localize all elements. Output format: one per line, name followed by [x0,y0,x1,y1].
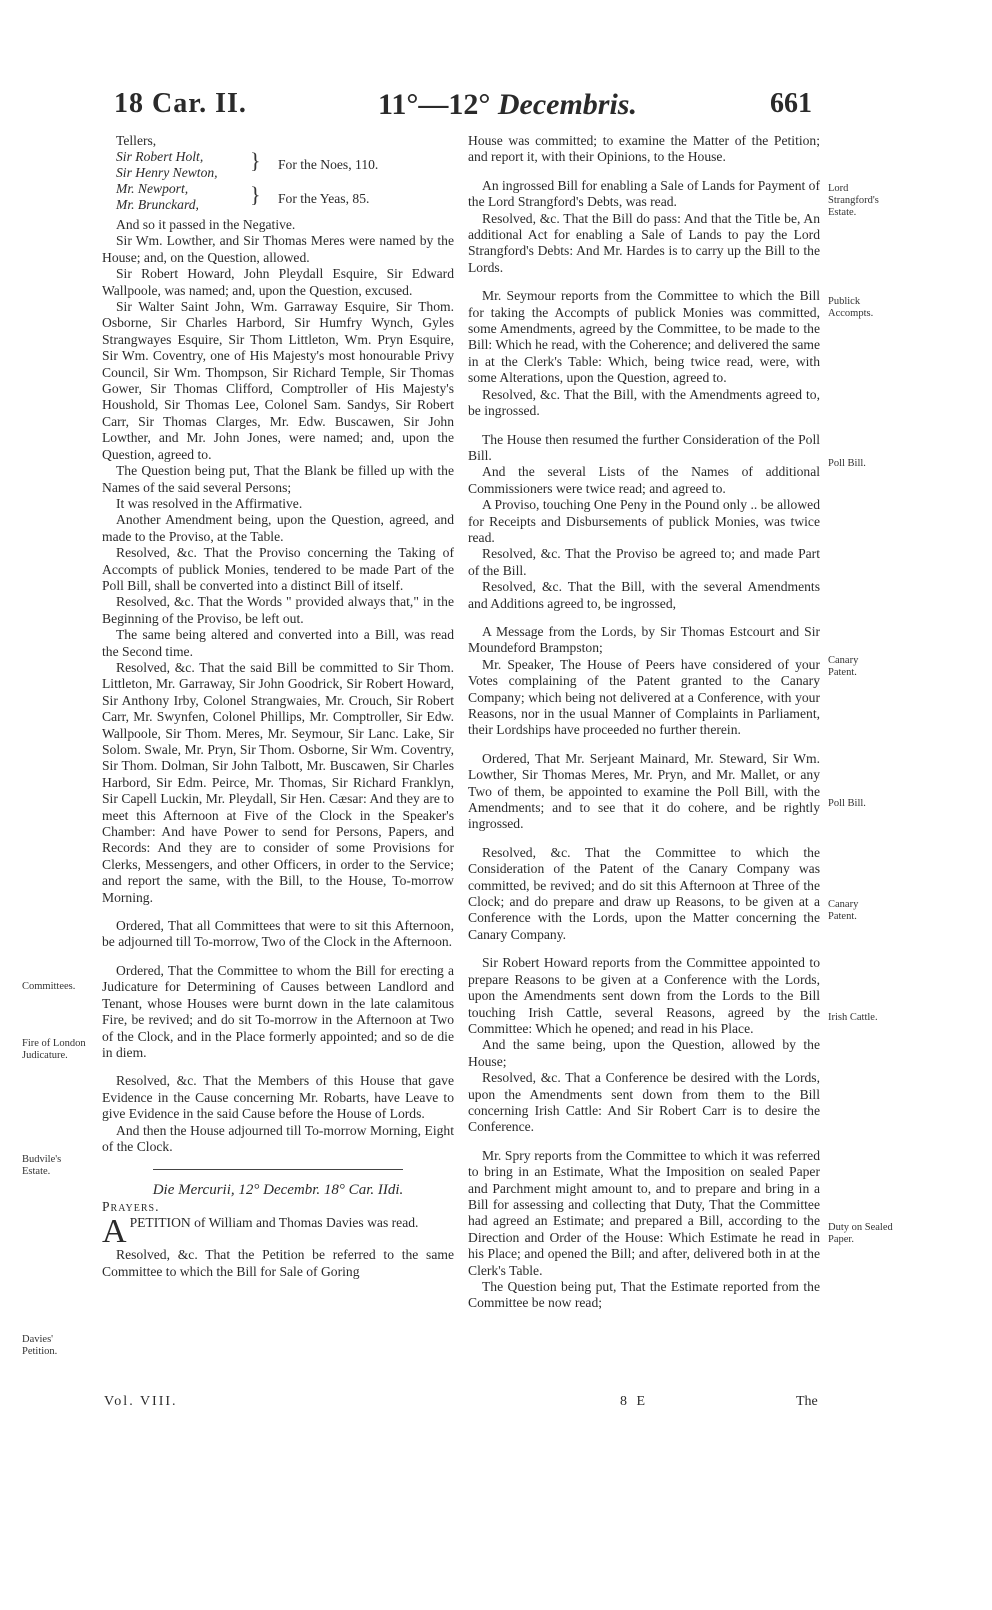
paragraph: The same being altered and converted into a Bill, was read the Second time. [102,627,454,659]
margin-note-publick: Publick Accompts. [828,296,874,319]
margin-note-canary: Canary Patent. [828,899,859,922]
drop-cap: A [102,1213,127,1251]
right-column [468,133,820,1312]
teller-holt: Sir Robert Holt, [116,149,204,164]
paragraph: It was resolved in the Affirmative. [116,495,303,511]
paragraph: Ordered, That Mr. Serjeant Mainard, Mr. Steward, Sir Wm. Lowther, Sir Thomas Meres, Mr. Pryn, and Mr. Mallet, or any Two of them, be appointed to examine the Poll Bill, with the Amendments; and to see that it do cohere, and be rightly ingrossed. [468,750,820,832]
margin-note-committees: Committees. [22,981,76,992]
paragraph-fire: Ordered, That the Committee to whom the Bill for erecting a Judicature for Determining of Causes between Landlord and Tenant, whose Houses were burnt down in the late calamitous Fire, be revived; and do sit To-morrow in the Afternoon at Two of the Clock, and in the Place formerly appointed; and so de die in diem. [102,962,454,1060]
brace-noes: } [250,148,261,173]
paragraph: The House then resumed the further Consideration of the Poll Bill. [468,431,820,463]
petition-text: PETITION of William and Thomas Davies was read. [129,1215,419,1231]
volume-label: Vol. VIII. [104,1394,178,1409]
page-number: 661 [770,88,812,119]
negative-line: And so it passed in the Negative. [116,217,296,232]
day-heading: Die Mercurii, 12° Decembr. 18° Car. IIdi. [152,1182,404,1199]
paragraph: Sir Robert Howard reports from the Committee appointed to prepare Reasons to be given at a Conference with the Lords, upon the Amendments sent down from the Lords to the Bill touching Irish Cattle, several Reasons, agreed by the Committee: Which he opened; and read in his Place. [468,955,820,1036]
paragraph: Mr. Speaker, The House of Peers have considered of your Votes complaining of the Patent granted to the Canary Company; which being not delivered at a Conference, with your Reasons, nor in the usual Manner of Complaints in Parliament, their Lordships have proceeded no further therein. [468,656,820,738]
signature-mark: 8 E [620,1394,649,1409]
margin-note-budvile: Budvile's Estate. [22,1154,62,1177]
paragraph: Resolved, &c. That the Proviso concerning the Taking of Accompts of publick Monies, tendered to be made Part of the Poll Bill, shall be converted into a distinct Bill of itself. [102,545,454,593]
date-days: 11°—12° [378,88,491,121]
prayers-heading: Prayers. [102,1198,160,1214]
paragraph: A Proviso, touching One Peny in the Pound only .. be allowed for Receipts and Disbursements of publick Monies, was twice read. [468,497,820,545]
paragraph: Resolved, &c. That the Words " provided always that," in the Beginning of the Proviso, be left out. [102,594,454,626]
paragraph: Resolved, &c. That the Bill do pass: And that the Title be, An additional Act for enabling a Sale of Lands to pay the Lord Strangford's Debts: And Mr. Hardes is to carry up the Bill to the Lords. [468,210,820,275]
paragraph: Sir Walter Saint John, Wm. Garraway Esquire, Sir Thom. Osborne, Sir Charles Harbord, Sir Humfry Wynch, Gyles Strangwayes Esquire, Sir Thom Littleton, Wm. Pryn Esquire, Sir Wm. Coventry, one of His Majesty's most honourable Privy Council, Sir Wm. Thompson, Sir Richard Temple, Sir Thomas Gower, Sir Thomas Clifford, Comptroller of His Majesty's Houshold, Sir Thomas Lee, Colonel Sam. Sandys, Sir Robert Carr, Sir Thomas Clarges, Mr. Edw. Buscawen, Sir John Lowther, and Mr. John Jones, were named; and, upon the Question, agreed to. [102,299,454,462]
paragraph: Resolved, &c. That the Bill, with the Amendments agreed to, be ingrossed. [468,386,820,419]
margin-note-poll-bill: Poll Bill. [828,798,866,809]
yeas-count: For the Yeas, 85. [278,191,370,206]
paragraph: Another Amendment being, upon the Question, agreed, and made to the Proviso, at the Table. [102,512,454,544]
paragraph: Resolved, &c. That the Committee to which the Consideration of the Patent of the Canary Company was committed, be revived; and do sit this Afternoon at Three of the Clock; and do prepare and draw up Reasons, to be given at a Conference with the Lords, upon the Matter concerning the Canary Company. [468,844,820,942]
paragraph-robarts: Resolved, &c. That the Members of this House that gave Evidence in the Cause concerning Mr. Robarts, have Leave to give Evidence in the said Cause before the House of Lords. [102,1073,454,1122]
paragraph: Resolved, &c. That a Conference be desired with the Lords, upon the Amendments sent down from them to the Bill concerning Irish Cattle: And Sir Robert Carr is to desire the Conference. [468,1070,820,1135]
tellers-block [102,133,454,217]
date-heading [378,88,637,122]
noes-count: For the Noes, 110. [278,157,379,172]
brace-yeas: } [250,182,261,207]
paragraph: And the same being, upon the Question, allowed by the House; [468,1037,820,1069]
teller-newton: Sir Henry Newton, [116,165,218,180]
margin-note-strangford: Lord Strangford's Estate. [828,183,879,218]
paragraph: And the several Lists of the Names of additional Commissioners were twice read; and agreed to. [468,464,820,496]
left-column [102,133,454,1280]
margin-note-duty: Duty on Sealed Paper. [828,1222,893,1245]
paragraph: Resolved, &c. That the Proviso be agreed to; and made Part of the Bill. [468,546,820,578]
paragraph: Resolved, &c. That the said Bill be committed to Sir Thom. Littleton, Mr. Garraway, Sir John Goodrick, Sir Robert Howard, Sir Anthony Irby, Colonel Strangwaies, Mr. Crouch, Sir Robert Carr, Mr. Swynfen, Colonel Phillips, Mr. Comptroller, Sir Edw. Wallpoole, Sir Thom. Meres, Mr. Seymour, Sir Lanc. Lake, Sir Solom. Swale, Mr. Pryn, Sir Thom. Osborne, Sir Wm. Coventry, Sir Thom. Dolman, Sir John Talbott, Mr. Buscawen, Sir Charles Harbord, Sir Edm. Peirce, Mr. Thomas, Sir Richard Franklyn, Sir Capell Luckin, Mr. Pleydall, Sir Hen. Cæsar: And they are to meet this Afternoon at Five of the Clock in the Speaker's Chamber: And have Power to send for Persons, Papers, and Records: And they are to consider of some Provisions for Clerks, Messengers, and other Officers, in order to the Service; and report the same, with the Bill, to the House, To-morrow Morning. [102,659,454,905]
paragraph-committees: Ordered, That all Committees that were to sit this Afternoon, be adjourned till To-morrow, Two of the Clock in the Afternoon. [102,918,454,950]
teller-brunckard: Mr. Brunckard, [116,197,199,212]
paragraph: Sir Robert Howard, John Pleydall Esquire, Sir Edward Wallpoole, was named; and, upon the Question, excused. [102,266,454,298]
paragraph: The Question being put, That the Estimate reported from the Committee be now read; [468,1279,820,1311]
paragraph: Resolved, &c. That the Petition be referred to the same Committee to which the Bill for Sale of Goring [102,1247,454,1279]
regnal-year: 18 Car. II. [114,88,247,119]
margin-note-davies: Davies' Petition. [22,1334,58,1357]
paragraph: A Message from the Lords, by Sir Thomas Estcourt and Sir Moundeford Brampston; [468,623,820,656]
section-rule [153,1169,403,1170]
paragraph: An ingrossed Bill for enabling a Sale of Lands for Payment of the Lord Strangford's Debts, was read. [468,177,820,210]
teller-newport: Mr. Newport, [116,181,189,196]
paragraph: Mr. Seymour reports from the Committee to which the Bill for taking the Accompts of publick Monies was committed, some Amendments, agreed by the Committee, to be made to the Bill: Which he read, with the Coherence; and delivered the same in at the Clerk's Table: Which, being twice read, were, with some Alterations, upon the Question, agreed to. [468,288,820,386]
adjourn-line: And then the House adjourned till To-morrow Morning, Eight of the Clock. [102,1122,454,1154]
paragraph: Sir Wm. Lowther, and Sir Thomas Meres were named by the House; and, on the Question, allowed. [102,233,454,265]
catchword: The [796,1394,818,1409]
paragraph: House was committed; to examine the Matter of the Petition; and report it, with their Opinions, to the House. [468,133,820,165]
petition-paragraph [102,1213,454,1251]
margin-note-fire: Fire of London Judicature. [22,1038,86,1061]
date-month: Decembris. [497,88,637,121]
running-header [0,88,992,128]
paragraph: Mr. Spry reports from the Committee to which it was referred to bring in an Estimate, What the Imposition on sealed Paper and Parchment might amount to, and to prepare and bring in a Bill for assessing and collecting that Duty, That the Committee had agreed an Estimate; and prepared a Bill, according to the Direction and Order of the House: Which Estimate he read in his Place; and opened the Bill; and after, delivered both in at the Clerk's Table. [468,1147,820,1278]
margin-note-irish: Irish Cattle. [828,1012,878,1023]
tellers-label: Tellers, [116,133,157,148]
margin-note-canary: Canary Patent. [828,655,859,678]
paragraph: Resolved, &c. That the Bill, with the several Amendments and Additions agreed to, be ingrossed, [468,579,820,611]
paragraph: The Question being put, That the Blank be filled up with the Names of the said several Persons; [102,463,454,495]
margin-note-poll-bill: Poll Bill. [828,458,866,469]
